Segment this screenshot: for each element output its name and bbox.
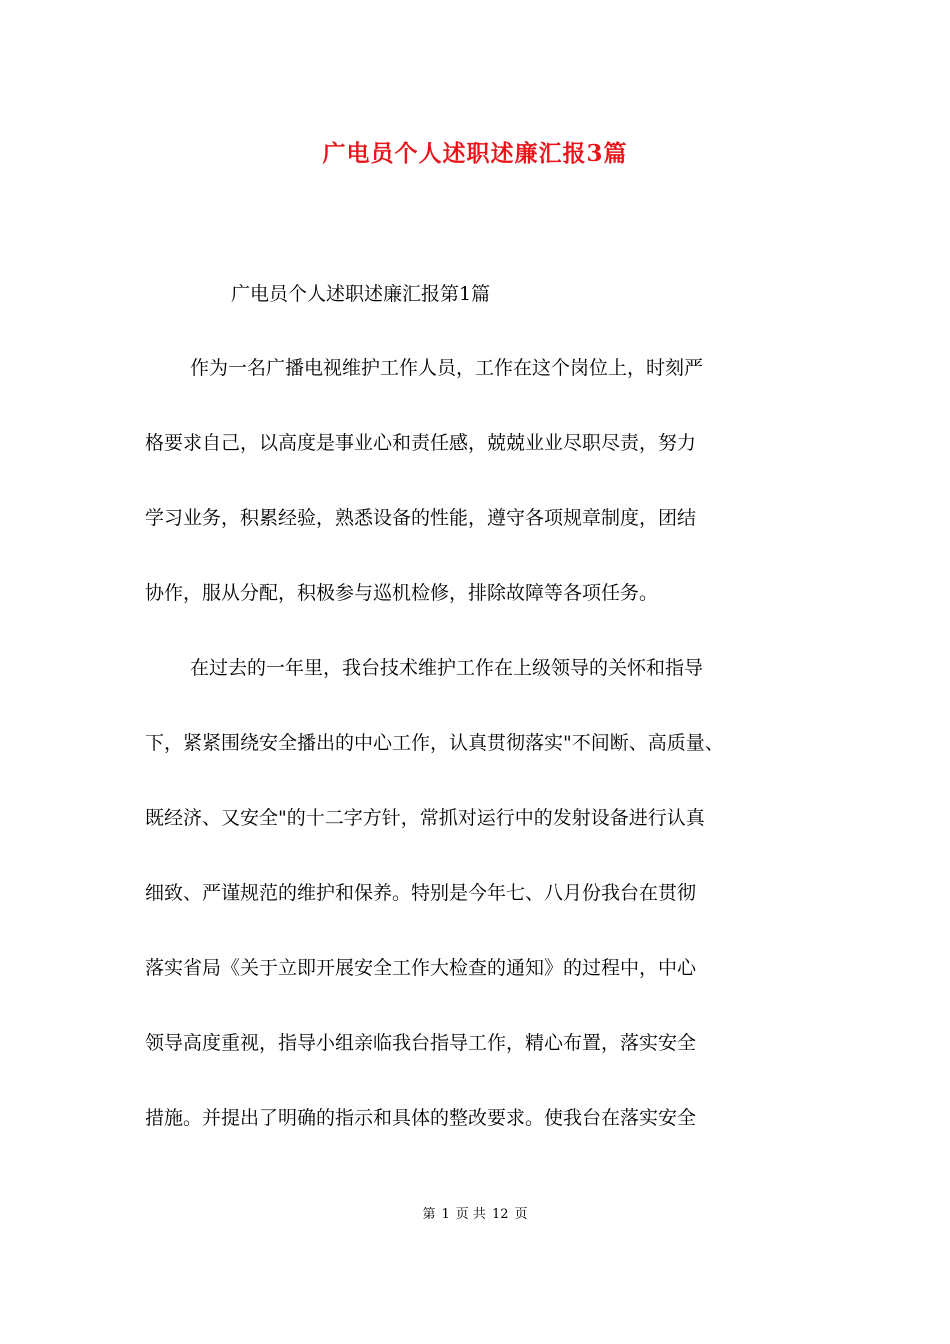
paragraph-2-line-4: 细致、严谨规范的维护和保养。特别是今年七、八月份我台在贯彻 (145, 882, 697, 904)
footer-total-pages: 12 (491, 1207, 509, 1222)
paragraph-2-line-1: 在过去的一年里，我台技术维护工作在上级领导的关怀和指导 (190, 657, 704, 679)
paragraph-2-line-3: 既经济、又安全"的十二字方针，常抓对运行中的发射设备进行认真 (145, 807, 705, 829)
footer-mid: 页 共 (455, 1207, 486, 1222)
page-footer (0, 1205, 950, 1225)
paragraph-2-line-5: 落实省局《关于立即开展安全工作大检查的通知》的过程中，中心 (145, 957, 697, 979)
paragraph-2-line-2: 下，紧紧围绕安全播出的中心工作，认真贯彻落实"不间断、高质量、 (145, 732, 724, 754)
section-heading: 广电员个人述职述廉汇报第1篇 (231, 283, 491, 305)
paragraph-2-line-7: 措施。并提出了明确的指示和具体的整改要求。使我台在落实安全 (145, 1107, 697, 1129)
paragraph-2-line-6: 领导高度重视，指导小组亲临我台指导工作，精心布置，落实安全 (145, 1032, 697, 1054)
footer-prefix: 第 (422, 1207, 436, 1222)
paragraph-1-line-4: 协作，服从分配，积极参与巡机检修，排除故障等各项任务。 (145, 582, 659, 604)
paragraph-1-line-2: 格要求自己，以高度是事业心和责任感，兢兢业业尽职尽责，努力 (145, 432, 697, 454)
footer-suffix: 页 (514, 1207, 528, 1222)
document-title: 广电员个人述职述廉汇报3篇 (322, 140, 628, 167)
paragraph-1-line-1: 作为一名广播电视维护工作人员，工作在这个岗位上，时刻严 (190, 357, 704, 379)
footer-page-number: 1 (441, 1207, 450, 1222)
paragraph-1-line-3: 学习业务，积累经验，熟悉设备的性能，遵守各项规章制度，团结 (145, 507, 697, 529)
